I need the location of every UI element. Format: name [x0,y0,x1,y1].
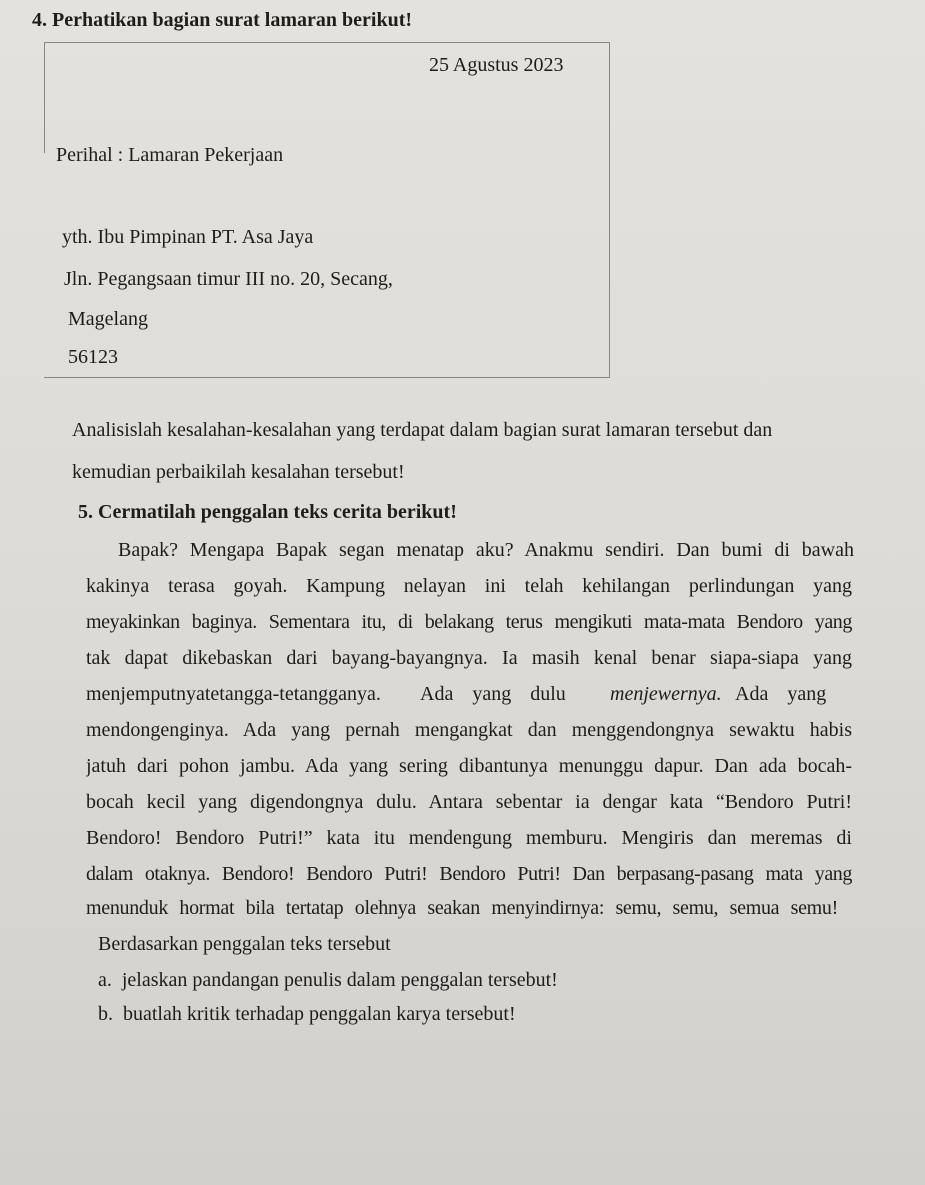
passage-line-5-part-2: Ada yang dulu [420,683,566,705]
passage-line-1: Bapak? Mengapa Bapak segan menatap aku? Anakmu sendiri. Dan bumi di bawah [118,539,854,561]
passage-line-5-part-4: Ada yang [735,683,827,705]
question-5-item-b: b. buatlah kritik terhadap penggalan karya tersebut! [98,1003,516,1025]
passage-line-3: meyakinkan baginya. Sementara itu, di belakang terus mengikuti mata-mata Bendoro yang [86,611,852,633]
passage-line-2: kakinya terasa goyah. Kampung nelayan ini telah kehilangan perlindungan yang [86,575,852,597]
question-5-item-a: a. jelaskan pandangan penulis dalam penggalan tersebut! [98,969,558,991]
letter-address-line-4: 56123 [68,346,118,368]
letter-date: 25 Agustus 2023 [429,54,564,76]
letter-address-line-3: Magelang [68,308,148,330]
letter-subject: Perihal : Lamaran Pekerjaan [56,144,284,166]
passage-line-4: tak dapat dikebaskan dari bayang-bayangnya. Ia masih kenal benar siapa-siapa yang [86,647,852,669]
question-4-instruction-line-1: Analisislah kesalahan-kesalahan yang terdapat dalam bagian surat lamaran tersebut dan [72,419,773,441]
letter-excerpt-box [44,42,610,378]
letter-address-line-1: yth. Ibu Pimpinan PT. Asa Jaya [62,226,314,248]
passage-line-8: bocah kecil yang digendongnya dulu. Antara sebentar ia dengar kata “Bendoro Putri! [86,791,852,813]
passage-line-5-part-1: menjemputnyatetangga-tetangganya. [86,683,381,705]
passage-line-11: menunduk hormat bila tertatap olehnya seakan menyindirnya: semu, semu, semua semu! [86,897,838,919]
passage-line-10: dalam otaknya. Bendoro! Bendoro Putri! Bendoro Putri! Dan berpasang-pasang mata yang [86,863,852,885]
passage-line-9: Bendoro! Bendoro Putri!” kata itu mendengung memburu. Mengiris dan meremas di [86,827,852,849]
passage-line-6: mendongenginya. Ada yang pernah mengangkat dan menggendongnya sewaktu habis [86,719,852,741]
question-5-prompt: Berdasarkan penggalan teks tersebut [98,933,391,955]
passage-line-7: jatuh dari pohon jambu. Ada yang sering dibantunya menunggu dapur. Dan ada bocah- [86,755,852,777]
question-4-heading: 4. Perhatikan bagian surat lamaran berikut! [32,9,413,31]
question-4-instruction-line-2: kemudian perbaikilah kesalahan tersebut! [72,461,405,483]
passage-line-5-part-3: menjewernya. [610,683,722,705]
letter-address-line-2: Jln. Pegangsaan timur III no. 20, Secang, [64,268,393,290]
question-5-heading: 5. Cermatilah penggalan teks cerita berikut! [78,501,457,523]
